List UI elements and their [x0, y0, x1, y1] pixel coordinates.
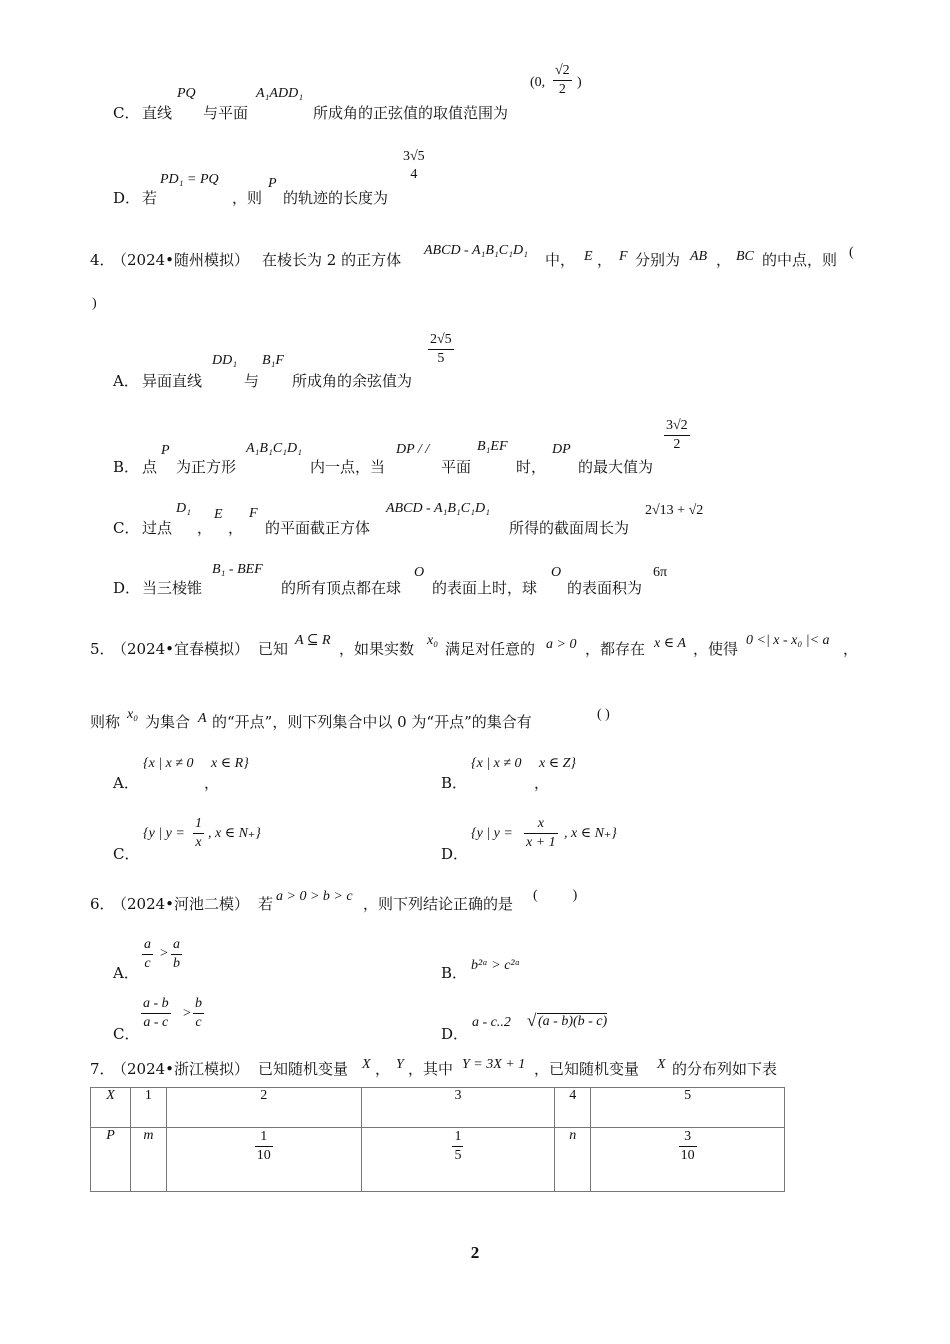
question-number: 6． — [90, 895, 115, 913]
math-f: F — [619, 249, 628, 264]
numerator: 3√5 — [403, 149, 425, 164]
text: 若 — [142, 189, 158, 207]
fraction-right — [193, 995, 204, 1032]
text: 所得的截面周长为 — [509, 519, 630, 537]
fraction — [553, 62, 572, 99]
denominator: c — [195, 1015, 202, 1030]
paren-close: ) — [92, 296, 97, 311]
fraction — [255, 1128, 273, 1165]
math-cube: ABCD - A₁B₁C₁D₁ — [424, 243, 528, 258]
text: 在棱长为 2 的正方体 — [262, 251, 402, 269]
math-ineq: 0 <| x - x₀ |< a — [746, 633, 830, 648]
text: 与平面 — [203, 104, 249, 122]
math-x: X — [362, 1057, 371, 1072]
text: 的“开点”，则下列集合中以 0 为“开点”的集合有 — [212, 713, 532, 731]
text: 与 — [244, 372, 260, 390]
math-value: 2√13 + √2 — [645, 503, 704, 518]
numerator: x — [524, 815, 558, 834]
text: 点 — [142, 458, 158, 476]
text: 的最大值为 — [578, 458, 654, 476]
text: ， — [534, 774, 550, 792]
math-a: A — [198, 711, 207, 726]
denominator: x — [195, 835, 202, 850]
text: ，则 — [232, 189, 263, 207]
denominator: 4 — [410, 167, 418, 182]
table-cell: 5 — [591, 1088, 785, 1128]
math-a: a > 0 — [546, 637, 577, 652]
answer-paren: ( ) — [533, 888, 578, 903]
math-ab: AB — [690, 249, 708, 264]
text: ， — [197, 519, 213, 537]
numerator: 1 — [255, 1128, 273, 1147]
table-cell: m — [130, 1128, 166, 1192]
distribution-table — [90, 1087, 785, 1192]
denominator: 2 — [673, 437, 681, 452]
numerator: √2 — [553, 62, 572, 81]
text: 内一点，当 — [310, 458, 386, 476]
math-radicand: (a - b)(b - c) — [538, 1014, 608, 1029]
numerator: 3√2 — [664, 417, 690, 436]
math-y: Y — [396, 1057, 404, 1072]
option-label: B． — [113, 458, 140, 476]
answer-paren: ( ) — [597, 707, 610, 722]
table-cell: n — [555, 1128, 591, 1192]
operator: > — [183, 1006, 191, 1021]
text: 的平面截正方体 — [265, 519, 371, 537]
option-label: D． — [441, 845, 469, 863]
math-subset: A ⊆ R — [295, 633, 331, 648]
math-x0: x₀ — [427, 633, 439, 648]
math-dp2: DP — [552, 442, 571, 457]
math-bc: BC — [736, 249, 754, 264]
text: ，其中 — [408, 1060, 454, 1078]
table-cell: 3 — [361, 1088, 555, 1128]
fraction-left — [142, 936, 153, 973]
numerator: 1 — [193, 815, 204, 834]
option-label: D． — [441, 1025, 469, 1043]
table-cell: P — [91, 1128, 131, 1192]
denominator: 5 — [437, 351, 445, 366]
denominator: 10 — [680, 1148, 695, 1163]
math-expr: b²ᵃ > c²ᵃ — [471, 958, 521, 973]
fraction — [679, 1128, 697, 1165]
math-square: A₁B₁C₁D₁ — [246, 441, 303, 456]
text: 的表面上时，球 — [432, 579, 538, 597]
option-label: C． — [113, 104, 140, 122]
option-label: A． — [113, 964, 139, 982]
table-cell: X — [91, 1088, 131, 1128]
fraction — [193, 815, 204, 852]
text: 所成角的余弦值为 — [292, 372, 413, 390]
math-x2: X — [657, 1057, 666, 1072]
math-e: E — [584, 249, 593, 264]
option-label: B． — [441, 774, 468, 792]
table-cell: 4 — [555, 1088, 591, 1128]
text: 异面直线 — [142, 372, 203, 390]
math-b1f: B₁F — [262, 353, 284, 368]
option-label: C． — [113, 845, 140, 863]
range-close: ) — [577, 75, 582, 90]
math-o2: O — [551, 565, 562, 580]
math-p: P — [161, 443, 170, 458]
numerator: b — [193, 995, 204, 1014]
math-dp: DP / / — [396, 442, 430, 457]
table-header-row — [91, 1088, 785, 1128]
option-label: B． — [441, 964, 468, 982]
text: 满足对任意的 — [445, 640, 536, 658]
math-o: O — [414, 565, 425, 580]
denominator: 2 — [558, 82, 566, 97]
text: 已知随机变量 — [258, 1060, 349, 1078]
denominator: b — [173, 956, 180, 971]
source: （2024•宜春模拟） — [112, 640, 250, 658]
fraction — [664, 417, 690, 454]
denominator: 5 — [454, 1148, 462, 1163]
text: 的所有顶点都在球 — [281, 579, 402, 597]
math-x0: x₀ — [127, 707, 139, 722]
denominator: x + 1 — [526, 835, 556, 850]
fraction — [524, 815, 558, 852]
math-plane: A₁ADD₁ — [256, 86, 304, 101]
table-cell — [361, 1128, 555, 1192]
math-dd1: DD₁ — [212, 353, 238, 368]
option-label: D． — [113, 189, 141, 207]
text: 为集合 — [145, 713, 191, 731]
numerator: a - b — [141, 995, 171, 1014]
text: 分别为 — [635, 251, 681, 269]
option-label: A． — [113, 372, 139, 390]
denominator: 10 — [256, 1148, 271, 1163]
text: 则称 — [90, 713, 121, 731]
text: ， — [375, 1060, 391, 1078]
numerator: 3 — [679, 1128, 697, 1147]
table-cell: 1 — [130, 1088, 166, 1128]
table-cell — [166, 1128, 361, 1192]
text: ，则下列结论正确的是 — [363, 895, 514, 913]
math-pre: {y | y = — [143, 826, 185, 841]
text: 为正方形 — [176, 458, 237, 476]
fraction — [401, 148, 427, 184]
math-value: 6π — [653, 565, 668, 580]
text: ，使得 — [693, 640, 739, 658]
table-row — [91, 1128, 785, 1192]
table-cell — [591, 1128, 785, 1192]
text: 中， — [545, 251, 576, 269]
math-post: , x ∈ N₊} — [564, 826, 617, 841]
text: 的中点，则 — [762, 251, 838, 269]
table-cell: 2 — [166, 1088, 361, 1128]
text: ， — [204, 774, 220, 792]
math-cube: ABCD - A₁B₁C₁D₁ — [386, 501, 490, 516]
source: （2024•浙江模拟） — [112, 1060, 250, 1078]
math-set: {x | x ≠ 0 x ∈ Z} — [471, 756, 577, 771]
math-tetra: B₁ - BEF — [212, 562, 263, 577]
math-f: F — [249, 506, 258, 521]
math-pq: PQ — [177, 86, 196, 101]
math-b1ef: B₁EF — [477, 439, 508, 454]
option-label: C． — [113, 519, 140, 537]
range-open: (0, — [530, 75, 546, 90]
sqrt-icon: √ — [527, 1011, 537, 1030]
math-condition: a > 0 > b > c — [276, 889, 353, 904]
text: 的表面积为 — [567, 579, 643, 597]
fraction-right — [171, 936, 182, 973]
text: 平面 — [441, 458, 472, 476]
numerator: 1 — [452, 1128, 463, 1147]
fraction — [428, 331, 454, 368]
math-p: P — [268, 176, 277, 191]
text: ，已知随机变量 — [534, 1060, 640, 1078]
question-number: 7． — [90, 1060, 115, 1078]
operator: > — [160, 946, 168, 961]
text: 直线 — [142, 104, 173, 122]
denominator: c — [144, 956, 151, 971]
numerator: a — [171, 936, 182, 955]
numerator: 2√5 — [428, 331, 454, 350]
numerator: a — [142, 936, 153, 955]
text: 过点 — [142, 519, 173, 537]
fraction-left — [141, 995, 171, 1032]
text: 所成角的正弦值的取值范围为 — [313, 104, 509, 122]
text: 已知 — [258, 640, 289, 658]
text: ，如果实数 — [339, 640, 415, 658]
question-number: 5． — [90, 640, 115, 658]
text: ， — [843, 640, 859, 658]
text: ， — [597, 251, 613, 269]
source: （2024•河池二模） — [112, 895, 250, 913]
option-label: A． — [113, 774, 139, 792]
question-number: 4． — [90, 251, 115, 269]
fraction — [452, 1128, 463, 1165]
text: 的分布列如下表 — [672, 1060, 778, 1078]
math-relation: Y = 3X + 1 — [462, 1057, 526, 1072]
math-post: , x ∈ N₊} — [208, 826, 261, 841]
text: 时， — [516, 458, 547, 476]
page-number: 2 — [470, 1243, 480, 1262]
math-d1: D₁ — [176, 501, 191, 516]
option-label: C． — [113, 1025, 140, 1043]
text: 若 — [258, 895, 274, 913]
denominator: a - c — [143, 1015, 169, 1030]
text: 当三棱锥 — [142, 579, 203, 597]
math-condition: PD₁ = PQ — [160, 172, 219, 187]
paren-open: ( — [849, 245, 854, 260]
option-label: D． — [113, 579, 141, 597]
math-set: {x | x ≠ 0 x ∈ R} — [143, 756, 249, 771]
source: （2024•随州模拟） — [112, 251, 250, 269]
math-xa: x ∈ A — [654, 636, 686, 651]
text: ， — [228, 519, 244, 537]
text: ， — [716, 251, 732, 269]
math-pre: a - c..2 — [472, 1015, 511, 1030]
text: 的轨迹的长度为 — [283, 189, 389, 207]
math-e: E — [214, 507, 223, 522]
math-pre: {y | y = — [471, 826, 513, 841]
text: ，都存在 — [585, 640, 646, 658]
